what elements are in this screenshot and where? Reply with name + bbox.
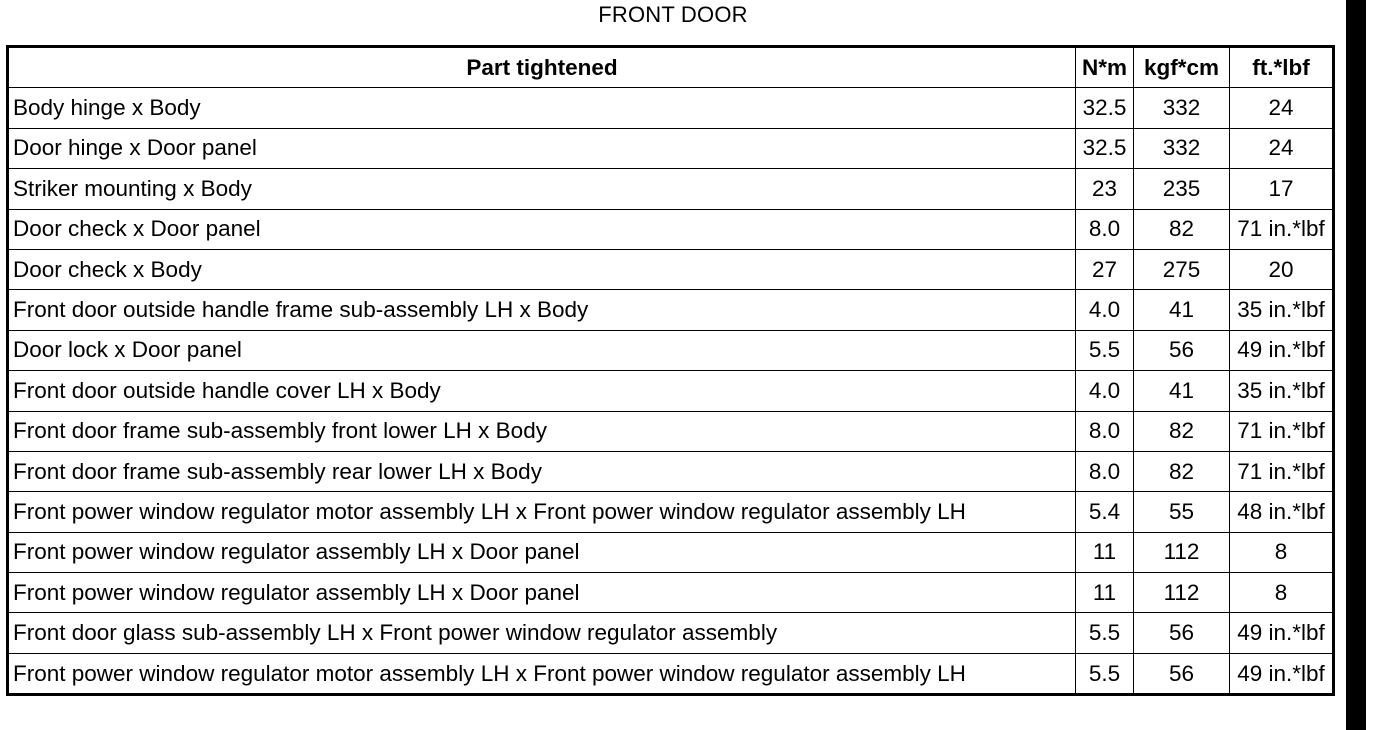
cell-nm: 8.0 [1076, 411, 1134, 451]
cell-kgf-cm: 82 [1134, 451, 1230, 491]
cell-part-tightened: Front power window regulator motor assembly LH x Front power window regulator assembly LH [8, 653, 1076, 694]
table-row [8, 290, 1334, 330]
cell-kgf-cm: 82 [1134, 411, 1230, 451]
cell-nm: 5.5 [1076, 330, 1134, 370]
table-body [8, 88, 1334, 695]
cell-kgf-cm: 332 [1134, 128, 1230, 168]
torque-spec-table [6, 45, 1335, 696]
table-row [8, 249, 1334, 289]
cell-part-tightened: Door lock x Door panel [8, 330, 1076, 370]
cell-nm: 5.4 [1076, 492, 1134, 532]
cell-ft-lbf: 49 in.*lbf [1230, 613, 1334, 653]
cell-ft-lbf: 20 [1230, 249, 1334, 289]
table-row [8, 411, 1334, 451]
cell-nm: 32.5 [1076, 88, 1134, 128]
table-row [8, 330, 1334, 370]
cell-part-tightened: Striker mounting x Body [8, 169, 1076, 209]
cell-part-tightened: Front power window regulator motor assembly LH x Front power window regulator assembly LH [8, 492, 1076, 532]
cell-part-tightened: Front door frame sub-assembly rear lower LH x Body [8, 451, 1076, 491]
cell-kgf-cm: 55 [1134, 492, 1230, 532]
cell-nm: 23 [1076, 169, 1134, 209]
cell-part-tightened: Front door outside handle cover LH x Body [8, 371, 1076, 411]
cell-kgf-cm: 112 [1134, 532, 1230, 572]
page-title: FRONT DOOR [598, 2, 748, 27]
cell-ft-lbf: 35 in.*lbf [1230, 290, 1334, 330]
cell-nm: 11 [1076, 573, 1134, 613]
table-row [8, 492, 1334, 532]
table-row [8, 169, 1334, 209]
cell-kgf-cm: 332 [1134, 88, 1230, 128]
cell-part-tightened: Body hinge x Body [8, 88, 1076, 128]
table-row [8, 653, 1334, 694]
cell-ft-lbf: 49 in.*lbf [1230, 653, 1334, 694]
header-part-tightened: Part tightened [8, 47, 1076, 88]
header-kgf-cm: kgf*cm [1134, 47, 1230, 88]
cell-part-tightened: Door hinge x Door panel [8, 128, 1076, 168]
cell-nm: 5.5 [1076, 613, 1134, 653]
table-row [8, 532, 1334, 572]
cell-nm: 32.5 [1076, 128, 1134, 168]
table-row [8, 209, 1334, 249]
cell-kgf-cm: 275 [1134, 249, 1230, 289]
cell-kgf-cm: 82 [1134, 209, 1230, 249]
cell-ft-lbf: 71 in.*lbf [1230, 411, 1334, 451]
cell-nm: 11 [1076, 532, 1134, 572]
cell-nm: 4.0 [1076, 371, 1134, 411]
cell-part-tightened: Door check x Body [8, 249, 1076, 289]
cell-kgf-cm: 56 [1134, 613, 1230, 653]
table-row [8, 371, 1334, 411]
cell-kgf-cm: 235 [1134, 169, 1230, 209]
cell-kgf-cm: 41 [1134, 290, 1230, 330]
page-edge-bar [1346, 0, 1366, 730]
cell-ft-lbf: 24 [1230, 88, 1334, 128]
cell-ft-lbf: 35 in.*lbf [1230, 371, 1334, 411]
cell-ft-lbf: 24 [1230, 128, 1334, 168]
cell-part-tightened: Front power window regulator assembly LH x Door panel [8, 532, 1076, 572]
cell-nm: 4.0 [1076, 290, 1134, 330]
cell-ft-lbf: 48 in.*lbf [1230, 492, 1334, 532]
cell-part-tightened: Front door outside handle frame sub-assembly LH x Body [8, 290, 1076, 330]
cell-ft-lbf: 8 [1230, 573, 1334, 613]
cell-kgf-cm: 112 [1134, 573, 1230, 613]
table-header-row [8, 47, 1334, 88]
cell-nm: 8.0 [1076, 451, 1134, 491]
cell-ft-lbf: 71 in.*lbf [1230, 451, 1334, 491]
table-row [8, 128, 1334, 168]
cell-ft-lbf: 71 in.*lbf [1230, 209, 1334, 249]
cell-part-tightened: Front power window regulator assembly LH x Door panel [8, 573, 1076, 613]
header-ft-lbf: ft.*lbf [1230, 47, 1334, 88]
cell-ft-lbf: 49 in.*lbf [1230, 330, 1334, 370]
cell-kgf-cm: 56 [1134, 330, 1230, 370]
cell-kgf-cm: 56 [1134, 653, 1230, 694]
table-row [8, 613, 1334, 653]
cell-part-tightened: Front door glass sub-assembly LH x Front power window regulator assembly [8, 613, 1076, 653]
cell-nm: 27 [1076, 249, 1134, 289]
header-nm: N*m [1076, 47, 1134, 88]
cell-ft-lbf: 17 [1230, 169, 1334, 209]
table-row [8, 88, 1334, 128]
cell-ft-lbf: 8 [1230, 532, 1334, 572]
cell-part-tightened: Front door frame sub-assembly front lower LH x Body [8, 411, 1076, 451]
table-row [8, 573, 1334, 613]
cell-nm: 8.0 [1076, 209, 1134, 249]
cell-part-tightened: Door check x Door panel [8, 209, 1076, 249]
cell-kgf-cm: 41 [1134, 371, 1230, 411]
table-row [8, 451, 1334, 491]
cell-nm: 5.5 [1076, 653, 1134, 694]
